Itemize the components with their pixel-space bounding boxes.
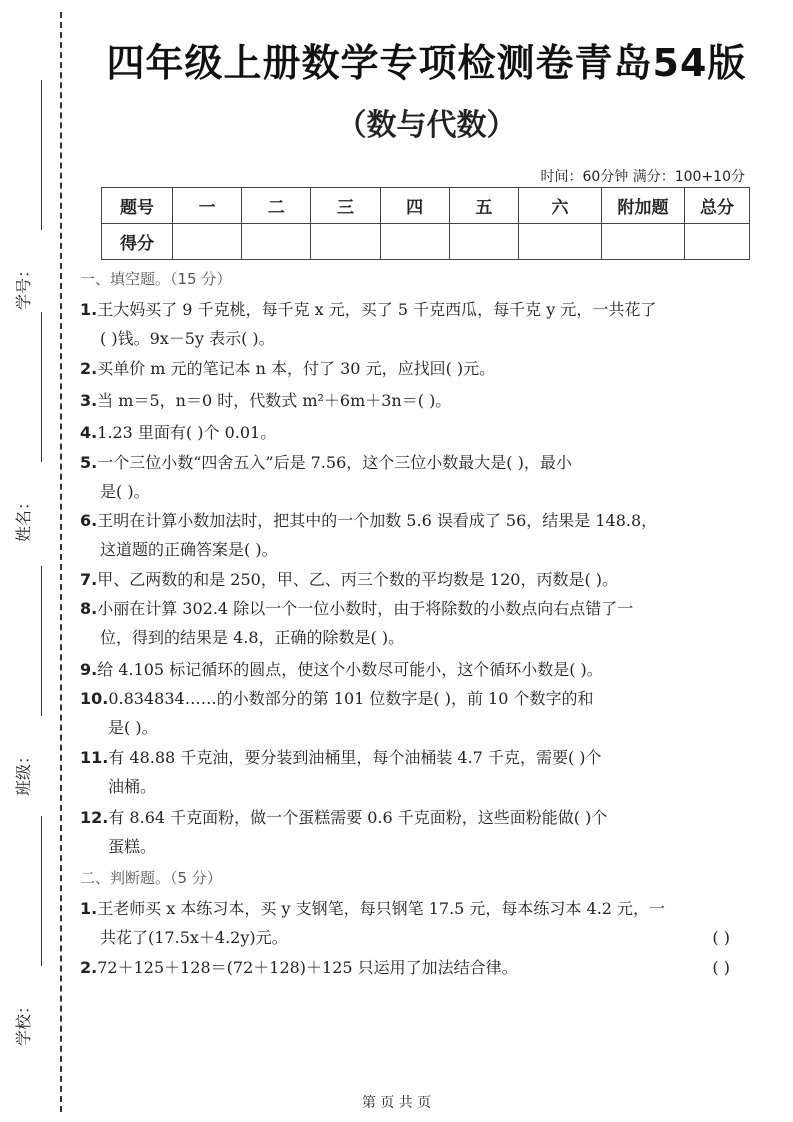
question-2: [80, 354, 730, 383]
binding-dashed-line: [60, 12, 62, 1112]
question-text: 0.834834……的小数部分的第 101 位数字是( )，前 10 个数字的和: [108, 689, 594, 708]
student-id-label: 学号：: [14, 261, 33, 310]
score-cell[interactable]: [519, 224, 602, 260]
question-text: 给 4.105 标记循环的圆点，使这个小数尽可能小，这个循环小数是( )。: [97, 660, 603, 679]
question-number: 12.: [80, 808, 109, 827]
student-name-field: [14, 312, 54, 542]
question-text-cont: 是( )。: [108, 718, 158, 737]
section-fill-heading: 一、填空题。（15 分）: [80, 270, 232, 288]
question-number: 8.: [80, 599, 98, 618]
header-cell: 总分: [685, 188, 750, 224]
question-text: 当 m＝5，n＝0 时，代数式 m²＋6m＋3n＝( )。: [97, 391, 452, 410]
question-number: 7.: [80, 570, 98, 589]
question-text: 王老师买 x 本练习本，买 y 支钢笔，每只钢笔 17.5 元，每本练习本 4.2 元，一: [97, 899, 666, 918]
question-number: 9.: [80, 660, 98, 679]
class-line: [41, 566, 42, 716]
school-field: [14, 816, 54, 1046]
question-11: [80, 743, 730, 801]
question-text-cont: ( )钱。9x－5y 表示( )。: [100, 329, 275, 348]
question-text: 一个三位小数“四舍五入”后是 7.56，这个三位小数最大是( )，最小: [97, 453, 572, 472]
question-number: 11.: [80, 748, 109, 767]
question-8: [80, 594, 730, 652]
question-number: 5.: [80, 453, 98, 472]
question-text: 1.23 里面有( )个 0.01。: [97, 423, 277, 442]
score-cell[interactable]: [685, 224, 750, 260]
school-line: [41, 816, 42, 966]
question-number: 4.: [80, 423, 98, 442]
question-number: 1.: [80, 300, 98, 319]
question-9: [80, 655, 730, 684]
score-table: [101, 187, 750, 260]
school-label: 学校：: [14, 997, 33, 1046]
header-cell: 附加题: [602, 188, 685, 224]
student-id-field: [14, 80, 54, 310]
question-text: 王大妈买了 9 千克桃，每千克 x 元，买了 5 千克西瓜，每千克 y 元，一共花了: [97, 300, 657, 319]
page-footer: 第 页 共 页: [361, 1095, 432, 1111]
score-label-cell: 得分: [102, 224, 173, 260]
judge-question-2: [80, 953, 730, 982]
score-table-score-row: [102, 224, 750, 260]
question-text: 买单价 m 元的笔记本 n 本，付了 30 元，应找回( )元。: [97, 359, 496, 378]
question-6: [80, 506, 730, 564]
question-text: 甲、乙两数的和是 250，甲、乙、丙三个数的平均数是 120，丙数是( )。: [97, 570, 619, 589]
header-cell: 六: [519, 188, 602, 224]
header-cell: 题号: [102, 188, 173, 224]
student-name-label: 姓名：: [14, 493, 33, 542]
question-number: 2.: [80, 958, 98, 977]
header-cell: 四: [380, 188, 449, 224]
score-cell[interactable]: [173, 224, 242, 260]
student-name-line: [41, 312, 42, 462]
score-cell[interactable]: [311, 224, 380, 260]
question-1: [80, 295, 730, 353]
question-number: 2.: [80, 359, 98, 378]
question-number: 6.: [80, 511, 98, 530]
question-text-cont: 共花了(17.5x＋4.2y)元。: [100, 928, 288, 947]
question-10: [80, 684, 730, 742]
page-title: 四年级上册数学专项检测卷青岛54版: [106, 41, 747, 85]
question-7: [80, 565, 730, 594]
question-text: 72＋125＋128＝(72＋128)＋125 只运用了加法结合律。: [97, 958, 518, 977]
answer-paren[interactable]: ( ): [712, 928, 730, 947]
time-info: 时间：60分钟 满分：100+10分: [540, 169, 745, 185]
header-cell: 三: [311, 188, 380, 224]
score-cell[interactable]: [449, 224, 518, 260]
question-text: 小丽在计算 302.4 除以一个一位小数时，由于将除数的小数点向右点错了一: [97, 599, 634, 618]
question-text-cont: 蛋糕。: [108, 837, 157, 856]
score-cell[interactable]: [380, 224, 449, 260]
class-label: 班级：: [14, 747, 33, 796]
class-field: [14, 566, 54, 796]
score-cell[interactable]: [602, 224, 685, 260]
student-id-line: [41, 80, 42, 230]
header-cell: 二: [242, 188, 311, 224]
question-5: [80, 448, 730, 506]
question-text: 王明在计算小数加法时，把其中的一个加数 5.6 误看成了 56，结果是 148.8，: [97, 511, 658, 530]
section-judge-heading: 二、判断题。（5 分）: [80, 869, 222, 887]
question-text: 有 8.64 千克面粉，做一个蛋糕需要 0.6 千克面粉，这些面粉能做( )个: [108, 808, 608, 827]
question-text-cont: 这道题的正确答案是( )。: [100, 540, 278, 559]
score-cell[interactable]: [242, 224, 311, 260]
question-3: [80, 386, 730, 415]
header-cell: 一: [173, 188, 242, 224]
question-text-cont: 位，得到的结果是 4.8，正确的除数是( )。: [100, 628, 405, 647]
question-number: 1.: [80, 899, 98, 918]
question-12: [80, 803, 730, 861]
question-number: 3.: [80, 391, 98, 410]
question-number: 10.: [80, 689, 109, 708]
score-table-header-row: [102, 188, 750, 224]
page-subtitle: （数与代数）: [336, 108, 517, 143]
judge-question-1: [80, 894, 730, 952]
question-text-cont: 油桶。: [108, 777, 157, 796]
answer-paren[interactable]: ( ): [712, 958, 730, 977]
header-cell: 五: [449, 188, 518, 224]
question-text: 有 48.88 千克油，要分装到油桶里，每个油桶装 4.7 千克，需要( )个: [108, 748, 602, 767]
question-text-cont: 是( )。: [100, 482, 150, 501]
question-4: [80, 418, 730, 447]
